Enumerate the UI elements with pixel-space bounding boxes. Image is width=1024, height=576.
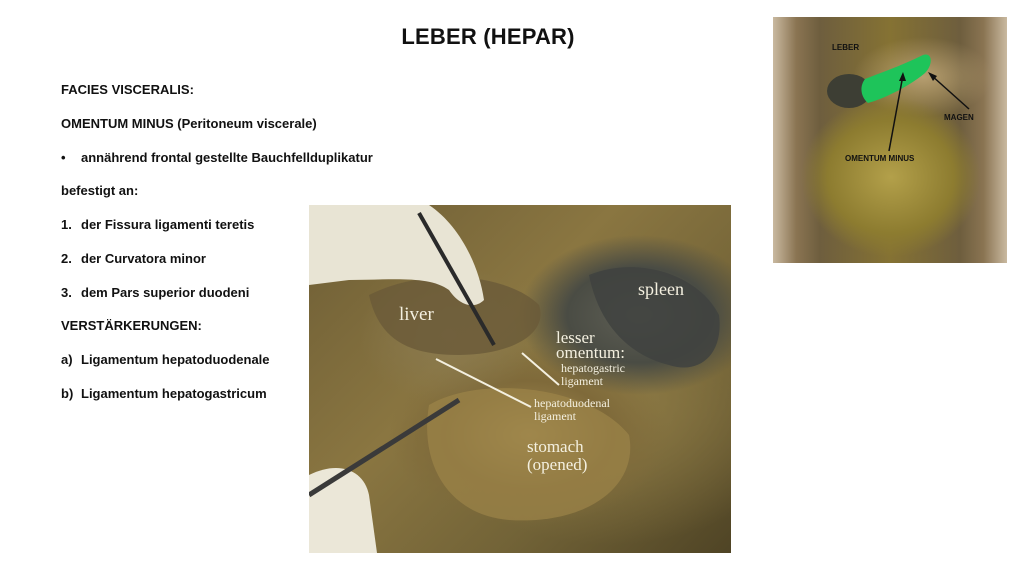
- stomach-label-1: stomach: [527, 437, 584, 456]
- list-marker: 3.: [61, 285, 72, 300]
- dissection-photo-drawing: [309, 205, 731, 553]
- hepatoduodenal-label-1: hepatoduodenal: [534, 396, 610, 410]
- list-item: [61, 285, 249, 301]
- list-text: der Curvatora minor: [81, 251, 206, 266]
- list-marker: 1.: [61, 217, 72, 232]
- overview-photo-drawing: [773, 17, 1007, 263]
- lesser-omentum-label-2: omentum:: [556, 343, 625, 362]
- liver-label: liver: [399, 304, 434, 325]
- list-item: [61, 217, 254, 233]
- list-marker: 2.: [61, 251, 72, 266]
- omentum-minus-label: OMENTUM MINUS: [845, 154, 915, 163]
- list-item: [61, 386, 267, 402]
- stomach-label-2: (opened): [527, 455, 588, 474]
- omentum-heading: OMENTUM MINUS (Peritoneum viscerale): [61, 116, 317, 131]
- list-marker: a): [61, 352, 73, 367]
- magen-label: MAGEN: [944, 113, 974, 122]
- verstaerkungen-heading: VERSTÄRKERUNGEN:: [61, 318, 202, 333]
- leber-label: LEBER: [832, 43, 860, 52]
- list-text: dem Pars superior duodeni: [81, 285, 250, 300]
- list-text: der Fissura ligamenti teretis: [81, 217, 255, 232]
- bullet-item: [61, 150, 373, 166]
- dissection-photo: [309, 205, 731, 553]
- spleen-label: spleen: [638, 279, 684, 299]
- bullet-marker: •: [61, 150, 66, 165]
- list-text: Ligamentum hepatoduodenale: [81, 352, 270, 367]
- hepatogastric-label-1: hepatogastric: [561, 361, 625, 375]
- page-title: LEBER (HEPAR): [401, 24, 575, 49]
- list-marker: b): [61, 386, 74, 401]
- befestigt-heading: befestigt an:: [61, 183, 139, 198]
- hepatogastric-label-2: ligament: [561, 374, 603, 388]
- list-text: Ligamentum hepatogastricum: [81, 386, 267, 401]
- lesser-omentum-label-1: lesser: [556, 328, 595, 347]
- hepatoduodenal-label-2: ligament: [534, 409, 576, 423]
- facies-heading: FACIES VISCERALIS:: [61, 82, 194, 97]
- bullet-text: annährend frontal gestellte Bauchfellduplikatur: [81, 150, 373, 165]
- list-item: [61, 352, 270, 368]
- overview-photo: [773, 17, 1007, 263]
- list-item: [61, 251, 206, 267]
